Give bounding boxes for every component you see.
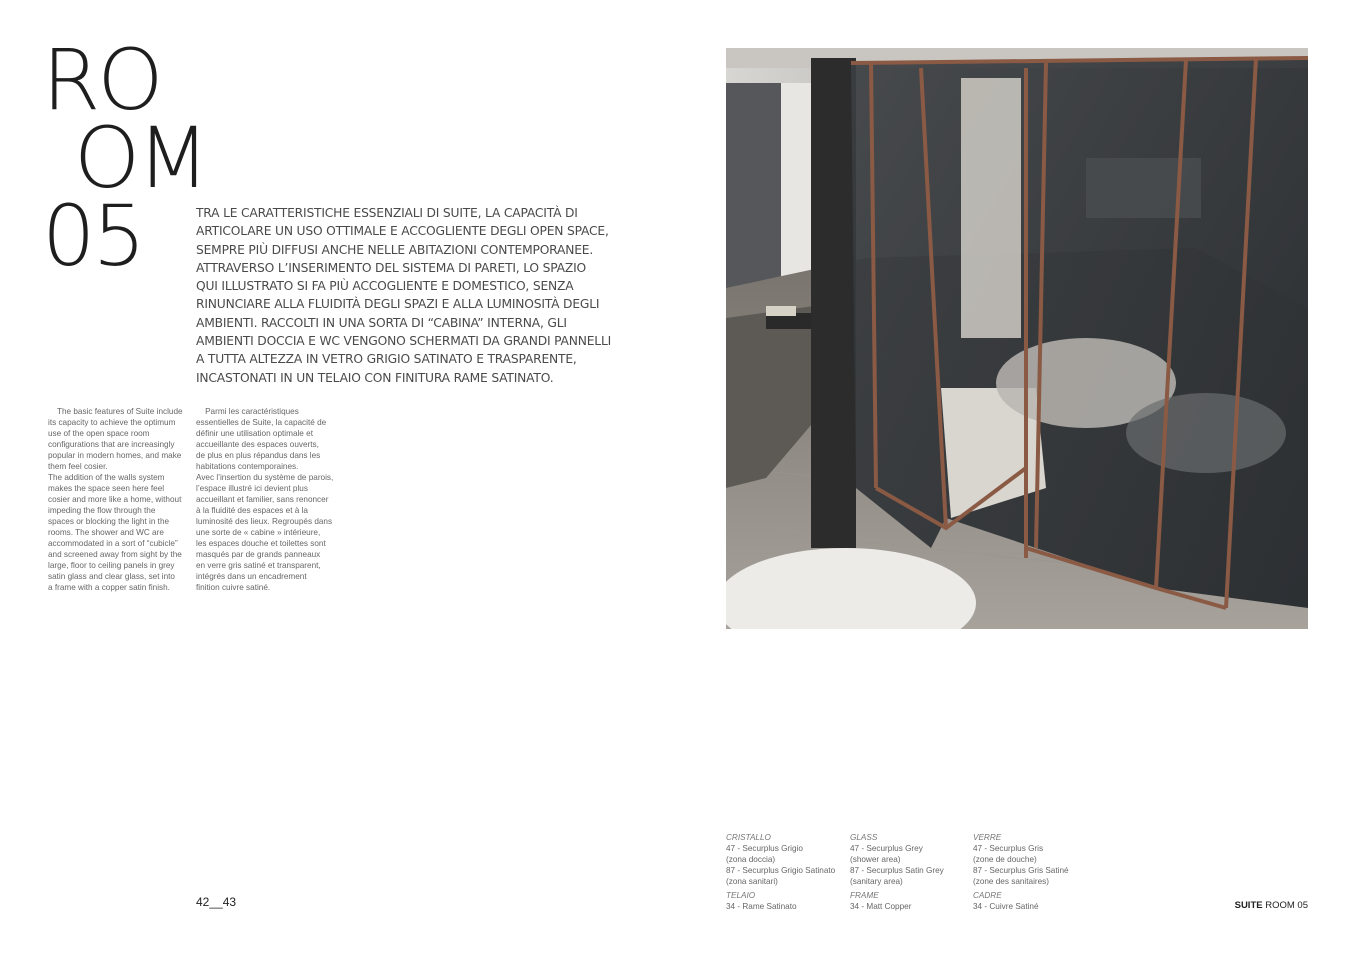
spec-fr-frame-heading: CADRE (973, 891, 1002, 900)
french-line: Avec l’insertion du système de parois, (196, 473, 334, 482)
intro-line: QUI ILLUSTRATO SI FA PIÙ ACCOGLIENTE E DOMESTICO, SENZA (196, 279, 574, 294)
french-line: les espaces douche et toilettes sont (196, 539, 326, 548)
wall-mirror (1086, 158, 1201, 218)
english-line: its capacity to achieve the optimum (48, 418, 176, 427)
spec-it-glass-line: (zona doccia) (726, 855, 776, 864)
spec-en-frame-heading: FRAME (850, 891, 879, 900)
english-line: popular in modern homes, and make (48, 451, 182, 460)
french-description (196, 406, 336, 593)
footer-section: ROOM 05 (1265, 900, 1308, 911)
folded-towels (766, 306, 796, 316)
english-description (48, 406, 193, 593)
english-line: a frame with a copper satin finish. (48, 583, 170, 592)
spec-en-glass-line: (sanitary area) (850, 877, 903, 886)
spec-it-glass-line: (zona sanitari) (726, 877, 778, 886)
doorframe (781, 83, 811, 288)
spec-it-frame-line: 34 - Rame Satinato (726, 902, 797, 911)
french-line: habitations contemporaines. (196, 462, 299, 471)
french-line: accueillant et familier, sans renoncer (196, 495, 329, 504)
italian-intro-text (196, 204, 612, 387)
bathroom-illustration (726, 48, 1308, 629)
english-line: makes the space seen here feel (48, 484, 165, 493)
spec-italian (726, 832, 835, 912)
spec-fr-glass-line: 47 - Securplus Gris (973, 844, 1044, 853)
french-line: accueillante des espaces ouverts, (196, 440, 319, 449)
running-footer (1235, 900, 1308, 911)
room-title-line-1: RO (42, 31, 161, 129)
footer-brand: SUITE (1234, 900, 1263, 911)
english-line: The basic features of Suite include (48, 407, 183, 416)
spec-it-glass-line: 87 - Securplus Grigio Satinato (726, 866, 836, 875)
spec-en-glass-line: 47 - Securplus Grey (850, 844, 923, 853)
bathtub-reflection (1126, 393, 1286, 473)
spec-fr-glass-line: (zone de douche) (973, 855, 1037, 864)
spec-english (850, 832, 944, 912)
english-line: satin glass and clear glass, set into (48, 572, 175, 581)
english-line: use of the open space room (48, 429, 150, 438)
english-line: and screened away from sight by the (48, 550, 182, 559)
intro-line: SEMPRE PIÙ DIFFUSI ANCHE NELLE ABITAZIONI CONTEMPORANEE. (196, 242, 594, 257)
french-line: en verre gris satiné et transparent, (196, 561, 321, 570)
spec-it-frame-heading: TELAIO (726, 891, 756, 900)
shower-curtain (961, 78, 1021, 338)
spec-fr-glass-line: (zone des sanitaires) (973, 877, 1049, 886)
intro-line: ARTICOLARE UN USO OTTIMALE E ACCOGLIENTE DEGLI OPEN SPACE, (196, 224, 609, 239)
spec-fr-glass-heading: VERRE (973, 833, 1002, 842)
spec-it-glass-line: 47 - Securplus Grigio (726, 844, 803, 853)
french-line: une sorte de « cabine » intérieure, (196, 528, 321, 537)
english-line: spaces or blocking the light in the (48, 517, 170, 526)
french-line: essentielles de Suite, la capacité de (196, 418, 327, 427)
intro-line: AMBIENTI DOCCIA E WC VENGONO SCHERMATI DA GRANDI PANNELLI (196, 334, 612, 349)
french-line: intégrés dans un encadrement (196, 572, 307, 581)
room-title-line-3: 05 (42, 187, 143, 285)
spec-en-glass-heading: GLASS (850, 833, 878, 842)
intro-line: A TUTTA ALTEZZA IN VETRO GRIGIO SATINATO E TRASPARENTE, (196, 352, 577, 367)
french-line: l’espace illustré ici devient plus (196, 484, 308, 493)
room-title-line-2: OM (74, 109, 207, 207)
english-line: accommodated in a sort of “cubicle” (48, 539, 178, 548)
spec-en-glass-line: 87 - Securplus Satin Grey (850, 866, 944, 875)
spec-it-glass-heading: CRISTALLO (726, 833, 771, 842)
english-line: impeding the flow through the (48, 506, 156, 515)
spec-fr-glass-line: 87 - Securplus Gris Satiné (973, 866, 1069, 875)
intro-line: TRA LE CARATTERISTICHE ESSENZIALI DI SUITE, LA CAPACITÀ DI (196, 206, 578, 220)
english-line: configurations that are increasingly (48, 440, 175, 449)
french-line: à la fluidité des espaces et à la (196, 506, 308, 515)
intro-line: INCASTONATI IN UN TELAIO CON FINITURA RAME SATINATO. (196, 370, 554, 385)
french-line: luminosité des lieux. Regroupés dans (196, 517, 333, 526)
english-line: them feel cosier. (48, 462, 108, 471)
french-line: finition cuivre satiné. (196, 583, 271, 592)
column (811, 58, 856, 548)
page-numbers: 42__43 (196, 895, 237, 909)
intro-line: RINUNCIARE ALLA FLUIDITÀ DEGLI SPAZI E ALLA LUMINOSITÀ DEGLI (196, 297, 600, 312)
intro-line: ATTRAVERSO L’INSERIMENTO DEL SISTEMA DI PARETI, LO SPAZIO (196, 260, 587, 275)
door (726, 83, 781, 288)
english-line: large, floor to ceiling panels in grey (48, 561, 175, 570)
spec-en-frame-line: 34 - Matt Copper (850, 902, 912, 911)
english-line: rooms. The shower and WC are (48, 528, 164, 537)
spec-en-glass-line: (shower area) (850, 855, 901, 864)
bathroom-photo (726, 48, 1308, 629)
english-line: cosier and more like a home, without (48, 495, 182, 504)
french-line: Parmi les caractéristiques (196, 407, 299, 416)
french-line: de plus en plus répandus dans les (196, 451, 321, 460)
french-line: définir une utilisation optimale et (196, 429, 313, 438)
spec-french (973, 832, 1069, 912)
intro-line: AMBIENTI. RACCOLTI IN UNA SORTA DI “CABINA” INTERNA, GLI (196, 315, 567, 330)
spec-fr-frame-line: 34 - Cuivre Satiné (973, 902, 1039, 911)
english-line: The addition of the walls system (48, 473, 165, 482)
french-line: masqués par de grands panneaux (196, 550, 321, 559)
